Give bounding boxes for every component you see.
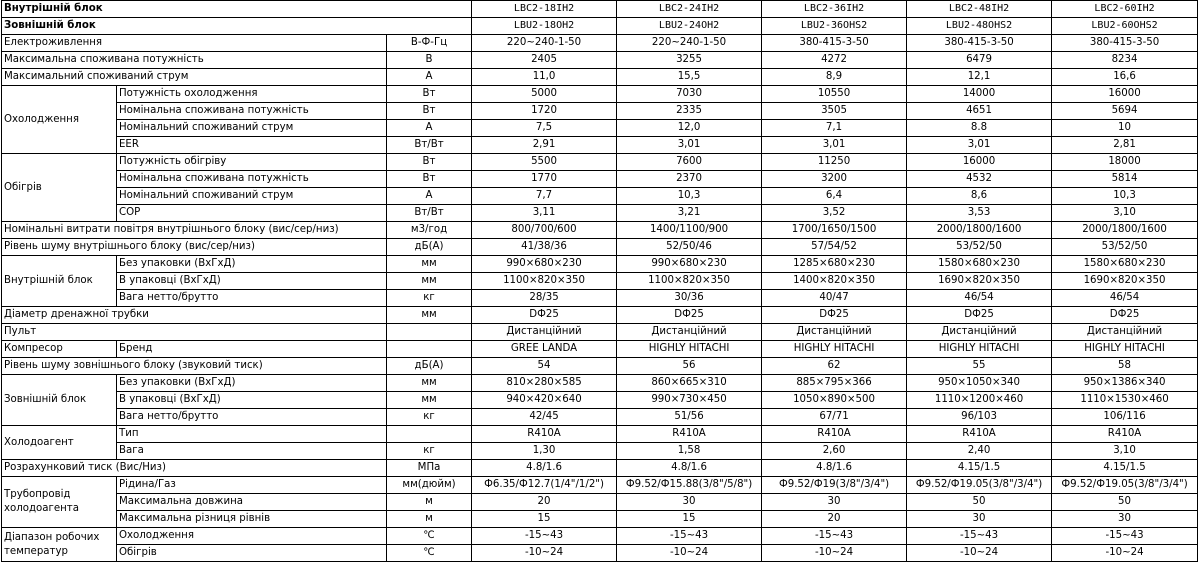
unit-cell: кг (387, 443, 472, 460)
value-cell: DФ25 (472, 307, 617, 324)
row-cooling (2, 120, 1198, 137)
value-cell: 106/116 (1052, 409, 1198, 426)
value-cell: -10~24 (907, 545, 1052, 562)
value-cell: 1110×1200×460 (907, 392, 1052, 409)
value-cell: 16000 (1052, 86, 1198, 103)
row-label: Максимальна споживана потужність (2, 52, 387, 69)
row-operating-range (2, 545, 1198, 562)
value-cell: 30 (907, 511, 1052, 528)
value-cell: 42/45 (472, 409, 617, 426)
value-cell: 950×1386×340 (1052, 375, 1198, 392)
sub-label: Рідина/Газ (117, 477, 387, 494)
row-max-current (2, 69, 1198, 86)
sub-label: Номінальний споживаний струм (117, 188, 387, 205)
value-cell: R410A (1052, 426, 1198, 443)
unit-cell: Вт (387, 86, 472, 103)
row-outdoor-noise (2, 358, 1198, 375)
row-indoor-noise (2, 239, 1198, 256)
value-cell: 11250 (762, 154, 907, 171)
value-cell: 15 (617, 511, 762, 528)
value-cell: 1690×820×350 (907, 273, 1052, 290)
sub-label: Тип (117, 426, 387, 443)
value-cell: 7,5 (472, 120, 617, 137)
value-cell: 4.8/1.6 (617, 460, 762, 477)
unit-cell: кг (387, 290, 472, 307)
value-cell: 220~240-1-50 (472, 35, 617, 52)
value-cell: 4272 (762, 52, 907, 69)
sub-label: Номінальна споживана потужність (117, 171, 387, 188)
spec-table (1, 0, 1198, 562)
unit-cell (387, 324, 472, 341)
row-indoor-unit (2, 273, 1198, 290)
value-cell: 2000/1800/1600 (1052, 222, 1198, 239)
unit-cell: дБ(А) (387, 358, 472, 375)
value-cell: 3,11 (472, 205, 617, 222)
value-cell: 3,21 (617, 205, 762, 222)
value-cell: 1,58 (617, 443, 762, 460)
value-cell: 2405 (472, 52, 617, 69)
value-cell: 5000 (472, 86, 617, 103)
row-heating (2, 171, 1198, 188)
value-cell: 1770 (472, 171, 617, 188)
value-cell: 53/52/50 (907, 239, 1052, 256)
value-cell: 46/54 (907, 290, 1052, 307)
value-cell: 3,01 (907, 137, 1052, 154)
value-cell: 12,0 (617, 120, 762, 137)
value-cell: Ф9.52/Ф19.05(3/8"/3/4") (1052, 477, 1198, 494)
sub-label: В упаковці (ВхГхД) (117, 392, 387, 409)
row-compressor (2, 341, 1198, 358)
value-cell: HIGHLY HITACHI (907, 341, 1052, 358)
value-cell: R410A (907, 426, 1052, 443)
unit-cell: В-Ф-Гц (387, 35, 472, 52)
value-cell: 20 (472, 494, 617, 511)
row-label: Розрахунковий тиск (Вис/Низ) (2, 460, 387, 477)
group-label: Зовнішній блок (2, 375, 117, 426)
value-cell: 4651 (907, 103, 1052, 120)
row-refrigerant (2, 426, 1198, 443)
header-row-outdoor (2, 18, 1198, 35)
row-piping (2, 477, 1198, 494)
indoor-model: LBC2-36IH2 (762, 1, 907, 18)
unit-cell: А (387, 188, 472, 205)
unit-cell: мм (387, 375, 472, 392)
unit-cell: мм(дюйм) (387, 477, 472, 494)
value-cell: 1100×820×350 (617, 273, 762, 290)
row-operating-range (2, 528, 1198, 545)
value-cell: 860×665×310 (617, 375, 762, 392)
unit-cell (387, 341, 472, 358)
indoor-header-label: Внутрішній блок (2, 1, 472, 18)
value-cell: 7,1 (762, 120, 907, 137)
outdoor-model: LBU2-60OHS2 (1052, 18, 1198, 35)
value-cell: 16000 (907, 154, 1052, 171)
value-cell: -15~43 (472, 528, 617, 545)
value-cell: 6,4 (762, 188, 907, 205)
value-cell: 3,53 (907, 205, 1052, 222)
value-cell: 800/700/600 (472, 222, 617, 239)
value-cell: 1720 (472, 103, 617, 120)
value-cell: 2,60 (762, 443, 907, 460)
unit-cell: ℃ (387, 545, 472, 562)
unit-cell: мм (387, 273, 472, 290)
group-label: Діапазон робочих температур (2, 528, 117, 562)
value-cell: -10~24 (617, 545, 762, 562)
unit-cell: м3/год (387, 222, 472, 239)
outdoor-header-label: Зовнішній блок (2, 18, 472, 35)
unit-cell: мм (387, 256, 472, 273)
value-cell: DФ25 (762, 307, 907, 324)
row-drain (2, 307, 1198, 324)
row-label: Рівень шуму зовнішнього блоку (звуковий тиск) (2, 358, 387, 375)
unit-cell: В (387, 52, 472, 69)
value-cell: 1100×820×350 (472, 273, 617, 290)
value-cell: 96/103 (907, 409, 1052, 426)
value-cell: DФ25 (617, 307, 762, 324)
row-cooling (2, 103, 1198, 120)
group-label: Трубопровід холодоагента (2, 477, 117, 528)
unit-cell: Вт/Вт (387, 137, 472, 154)
unit-cell: МПа (387, 460, 472, 477)
sub-label: Номінальний споживаний струм (117, 120, 387, 137)
value-cell: 4.15/1.5 (907, 460, 1052, 477)
value-cell: 2,40 (907, 443, 1052, 460)
row-power-supply (2, 35, 1198, 52)
value-cell: 41/38/36 (472, 239, 617, 256)
value-cell: 3,01 (617, 137, 762, 154)
value-cell: 1580×680×230 (907, 256, 1052, 273)
value-cell: 57/54/52 (762, 239, 907, 256)
row-refrigerant (2, 443, 1198, 460)
value-cell: 10 (1052, 120, 1198, 137)
value-cell: 5500 (472, 154, 617, 171)
indoor-model: LBC2-24IH2 (617, 1, 762, 18)
value-cell: 4.8/1.6 (762, 460, 907, 477)
value-cell: 8234 (1052, 52, 1198, 69)
value-cell: 950×1050×340 (907, 375, 1052, 392)
value-cell: 8.8 (907, 120, 1052, 137)
row-label: Електроживлення (2, 35, 387, 52)
unit-cell: мм (387, 392, 472, 409)
sub-label: Номінальна споживана потужність (117, 103, 387, 120)
sub-label: Обігрів (117, 545, 387, 562)
row-remote (2, 324, 1198, 341)
value-cell: Дистанційний (1052, 324, 1198, 341)
row-label: Компресор (2, 341, 117, 358)
value-cell: 4.15/1.5 (1052, 460, 1198, 477)
value-cell: 46/54 (1052, 290, 1198, 307)
value-cell: 15 (472, 511, 617, 528)
value-cell: Дистанційний (907, 324, 1052, 341)
group-label: Обігрів (2, 154, 117, 222)
value-cell: -10~24 (1052, 545, 1198, 562)
value-cell: -15~43 (762, 528, 907, 545)
value-cell: GREE LANDA (472, 341, 617, 358)
value-cell: -15~43 (617, 528, 762, 545)
value-cell: R410A (472, 426, 617, 443)
header-row-indoor (2, 1, 1198, 18)
value-cell: 7600 (617, 154, 762, 171)
value-cell: 3,01 (762, 137, 907, 154)
value-cell: DФ25 (1052, 307, 1198, 324)
value-cell: -10~24 (472, 545, 617, 562)
sub-label: Максимальна різниця рівнів (117, 511, 387, 528)
row-label: Рівень шуму внутрішнього блоку (вис/сер/низ) (2, 239, 387, 256)
value-cell: 40/47 (762, 290, 907, 307)
value-cell: 5814 (1052, 171, 1198, 188)
sub-label: Потужність обігріву (117, 154, 387, 171)
row-label: Номінальні витрати повітря внутрішнього блоку (вис/сер/низ) (2, 222, 387, 239)
sub-label: Вага (117, 443, 387, 460)
group-label: Внутрішній блок (2, 256, 117, 307)
row-heating (2, 205, 1198, 222)
sub-label: Потужність охолодження (117, 86, 387, 103)
sub-label: Без упаковки (ВхГхД) (117, 256, 387, 273)
unit-cell: ℃ (387, 528, 472, 545)
sub-label: EER (117, 137, 387, 154)
unit-cell: мм (387, 307, 472, 324)
value-cell: 1580×680×230 (1052, 256, 1198, 273)
value-cell: 940×420×640 (472, 392, 617, 409)
unit-cell: Вт/Вт (387, 205, 472, 222)
row-heating (2, 154, 1198, 171)
value-cell: -15~43 (907, 528, 1052, 545)
value-cell: Ф9.52/Ф19.05(3/8"/3/4") (907, 477, 1052, 494)
value-cell: R410A (617, 426, 762, 443)
value-cell: 3505 (762, 103, 907, 120)
indoor-model: LBC2-48IH2 (907, 1, 1052, 18)
sub-label: Вага нетто/брутто (117, 409, 387, 426)
row-indoor-unit (2, 290, 1198, 307)
value-cell: 50 (907, 494, 1052, 511)
value-cell: 67/71 (762, 409, 907, 426)
value-cell: 7030 (617, 86, 762, 103)
value-cell: 20 (762, 511, 907, 528)
value-cell: 380-415-3-50 (1052, 35, 1198, 52)
value-cell: 10,3 (1052, 188, 1198, 205)
outdoor-model: LBU2-24OH2 (617, 18, 762, 35)
value-cell: 380-415-3-50 (762, 35, 907, 52)
value-cell: Дистанційний (472, 324, 617, 341)
value-cell: 8,9 (762, 69, 907, 86)
value-cell: 54 (472, 358, 617, 375)
row-label: Пульт (2, 324, 387, 341)
value-cell: 3200 (762, 171, 907, 188)
row-outdoor-unit (2, 375, 1198, 392)
value-cell: 2335 (617, 103, 762, 120)
unit-cell: дБ(А) (387, 239, 472, 256)
row-label: Максимальний споживаний струм (2, 69, 387, 86)
value-cell: 14000 (907, 86, 1052, 103)
value-cell: 3255 (617, 52, 762, 69)
value-cell: HIGHLY HITACHI (1052, 341, 1198, 358)
value-cell: 1700/1650/1500 (762, 222, 907, 239)
sub-label: Максимальна довжина (117, 494, 387, 511)
unit-cell: А (387, 120, 472, 137)
value-cell: 885×795×366 (762, 375, 907, 392)
value-cell: 52/50/46 (617, 239, 762, 256)
value-cell: 1400/1100/900 (617, 222, 762, 239)
unit-cell: Вт (387, 154, 472, 171)
value-cell: 1110×1530×460 (1052, 392, 1198, 409)
value-cell: 2000/1800/1600 (907, 222, 1052, 239)
value-cell: 7,7 (472, 188, 617, 205)
outdoor-model: LBU2-48OHS2 (907, 18, 1052, 35)
row-airflow (2, 222, 1198, 239)
unit-cell: Вт (387, 171, 472, 188)
row-piping (2, 494, 1198, 511)
row-cooling (2, 137, 1198, 154)
value-cell: 10,3 (617, 188, 762, 205)
value-cell: 51/56 (617, 409, 762, 426)
value-cell: -10~24 (762, 545, 907, 562)
value-cell: 2370 (617, 171, 762, 188)
value-cell: 220~240-1-50 (617, 35, 762, 52)
value-cell: 5694 (1052, 103, 1198, 120)
value-cell: HIGHLY HITACHI (617, 341, 762, 358)
value-cell: 30/36 (617, 290, 762, 307)
sub-label: Вага нетто/брутто (117, 290, 387, 307)
value-cell: 58 (1052, 358, 1198, 375)
value-cell: Ф9.52/Ф19(3/8"/3/4") (762, 477, 907, 494)
sub-label: В упаковці (ВхГхД) (117, 273, 387, 290)
value-cell: 1,30 (472, 443, 617, 460)
value-cell: 6479 (907, 52, 1052, 69)
value-cell: Ф6.35/Ф12.7(1/4"/1/2") (472, 477, 617, 494)
value-cell: Ф9.52/Ф15.88(3/8"/5/8") (617, 477, 762, 494)
row-cooling (2, 86, 1198, 103)
value-cell: 2,81 (1052, 137, 1198, 154)
value-cell: Дистанційний (762, 324, 907, 341)
value-cell: 16,6 (1052, 69, 1198, 86)
row-piping (2, 511, 1198, 528)
row-pressure (2, 460, 1198, 477)
value-cell: 53/52/50 (1052, 239, 1198, 256)
sub-label: Охолодження (117, 528, 387, 545)
value-cell: 380-415-3-50 (907, 35, 1052, 52)
value-cell: 1285×680×230 (762, 256, 907, 273)
value-cell: 3,52 (762, 205, 907, 222)
group-label: Холодоагент (2, 426, 117, 460)
value-cell: 30 (762, 494, 907, 511)
unit-cell: кг (387, 409, 472, 426)
value-cell: 2,91 (472, 137, 617, 154)
unit-cell: м (387, 511, 472, 528)
value-cell: 50 (1052, 494, 1198, 511)
row-outdoor-unit (2, 409, 1198, 426)
outdoor-model: LBU2-36OHS2 (762, 18, 907, 35)
unit-cell: Вт (387, 103, 472, 120)
value-cell: 1690×820×350 (1052, 273, 1198, 290)
spec-table-body (2, 1, 1198, 562)
value-cell: 10550 (762, 86, 907, 103)
value-cell: 11,0 (472, 69, 617, 86)
row-label: Діаметр дренажної трубки (2, 307, 387, 324)
unit-cell: м (387, 494, 472, 511)
indoor-model: LBC2-60IH2 (1052, 1, 1198, 18)
group-label: Охолодження (2, 86, 117, 154)
value-cell: 4.8/1.6 (472, 460, 617, 477)
sub-label: Бренд (117, 341, 387, 358)
value-cell: R410A (762, 426, 907, 443)
row-outdoor-unit (2, 392, 1198, 409)
value-cell: HIGHLY HITACHI (762, 341, 907, 358)
value-cell: -15~43 (1052, 528, 1198, 545)
value-cell: 12,1 (907, 69, 1052, 86)
value-cell: 18000 (1052, 154, 1198, 171)
value-cell: 15,5 (617, 69, 762, 86)
unit-cell (387, 426, 472, 443)
value-cell: DФ25 (907, 307, 1052, 324)
value-cell: 990×730×450 (617, 392, 762, 409)
value-cell: 8,6 (907, 188, 1052, 205)
row-max-power (2, 52, 1198, 69)
value-cell: 30 (617, 494, 762, 511)
unit-cell: А (387, 69, 472, 86)
value-cell: 28/35 (472, 290, 617, 307)
value-cell: 3,10 (1052, 443, 1198, 460)
value-cell: 1400×820×350 (762, 273, 907, 290)
value-cell: 3,10 (1052, 205, 1198, 222)
row-indoor-unit (2, 256, 1198, 273)
value-cell: Дистанційний (617, 324, 762, 341)
sub-label: COP (117, 205, 387, 222)
sub-label: Без упаковки (ВхГхД) (117, 375, 387, 392)
indoor-model: LBC2-18IH2 (472, 1, 617, 18)
value-cell: 990×680×230 (617, 256, 762, 273)
value-cell: 55 (907, 358, 1052, 375)
value-cell: 990×680×230 (472, 256, 617, 273)
value-cell: 56 (617, 358, 762, 375)
row-heating (2, 188, 1198, 205)
value-cell: 62 (762, 358, 907, 375)
value-cell: 1050×890×500 (762, 392, 907, 409)
value-cell: 4532 (907, 171, 1052, 188)
outdoor-model: LBU2-18OH2 (472, 18, 617, 35)
value-cell: 30 (1052, 511, 1198, 528)
value-cell: 810×280×585 (472, 375, 617, 392)
